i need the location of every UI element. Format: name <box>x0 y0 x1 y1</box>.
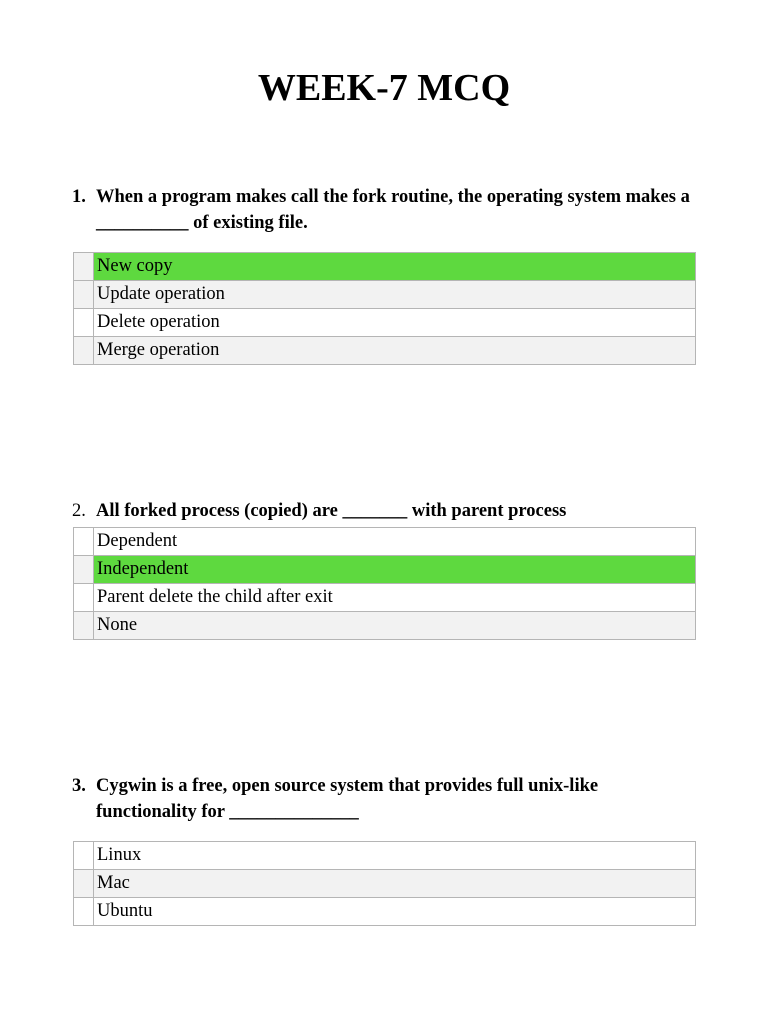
option-marker <box>74 281 94 309</box>
option-marker <box>74 870 94 898</box>
question-2-text-row <box>72 498 696 524</box>
question-text: When a program makes call the fork routine, the operating system makes a __________ of existing file. <box>96 187 690 233</box>
option-label: None <box>94 612 696 640</box>
option-label: Parent delete the child after exit <box>94 584 696 612</box>
option-row[interactable] <box>74 584 696 612</box>
question-number: 3. <box>72 776 86 796</box>
question-text: All forked process (copied) are _______ with parent process <box>96 501 567 521</box>
option-marker <box>74 528 94 556</box>
option-label: Mac <box>94 870 696 898</box>
option-label: Ubuntu <box>94 898 696 926</box>
option-label: Dependent <box>94 528 696 556</box>
option-label: Independent <box>94 556 696 584</box>
option-marker <box>74 898 94 926</box>
option-row[interactable] <box>74 842 696 870</box>
question-number: 1. <box>72 187 86 207</box>
question-3 <box>72 773 696 926</box>
option-label: Update operation <box>94 281 696 309</box>
question-text: Cygwin is a free, open source system that provides full unix-like functionality for ______________ <box>96 776 599 822</box>
option-row[interactable] <box>74 253 696 281</box>
option-marker <box>74 612 94 640</box>
option-label: Merge operation <box>94 337 696 365</box>
option-row[interactable] <box>74 898 696 926</box>
question-3-options <box>73 841 696 926</box>
option-row[interactable] <box>74 281 696 309</box>
option-row[interactable] <box>74 337 696 365</box>
page-title: WEEK-7 MCQ <box>257 67 511 109</box>
question-2 <box>72 498 696 640</box>
question-3-text-row <box>72 773 696 825</box>
question-number: 2. <box>72 501 86 521</box>
option-label: Delete operation <box>94 309 696 337</box>
option-label: Linux <box>94 842 696 870</box>
option-marker <box>74 842 94 870</box>
option-marker <box>74 337 94 365</box>
option-marker <box>74 309 94 337</box>
option-row[interactable] <box>74 612 696 640</box>
option-marker <box>74 253 94 281</box>
question-1-text-row <box>72 184 696 236</box>
option-marker <box>74 584 94 612</box>
question-1 <box>72 184 696 365</box>
question-1-options <box>73 252 696 365</box>
option-row[interactable] <box>74 309 696 337</box>
option-marker <box>74 556 94 584</box>
option-row[interactable] <box>74 556 696 584</box>
question-2-options <box>73 527 696 640</box>
option-row[interactable] <box>74 528 696 556</box>
option-label: New copy <box>94 253 696 281</box>
option-row[interactable] <box>74 870 696 898</box>
